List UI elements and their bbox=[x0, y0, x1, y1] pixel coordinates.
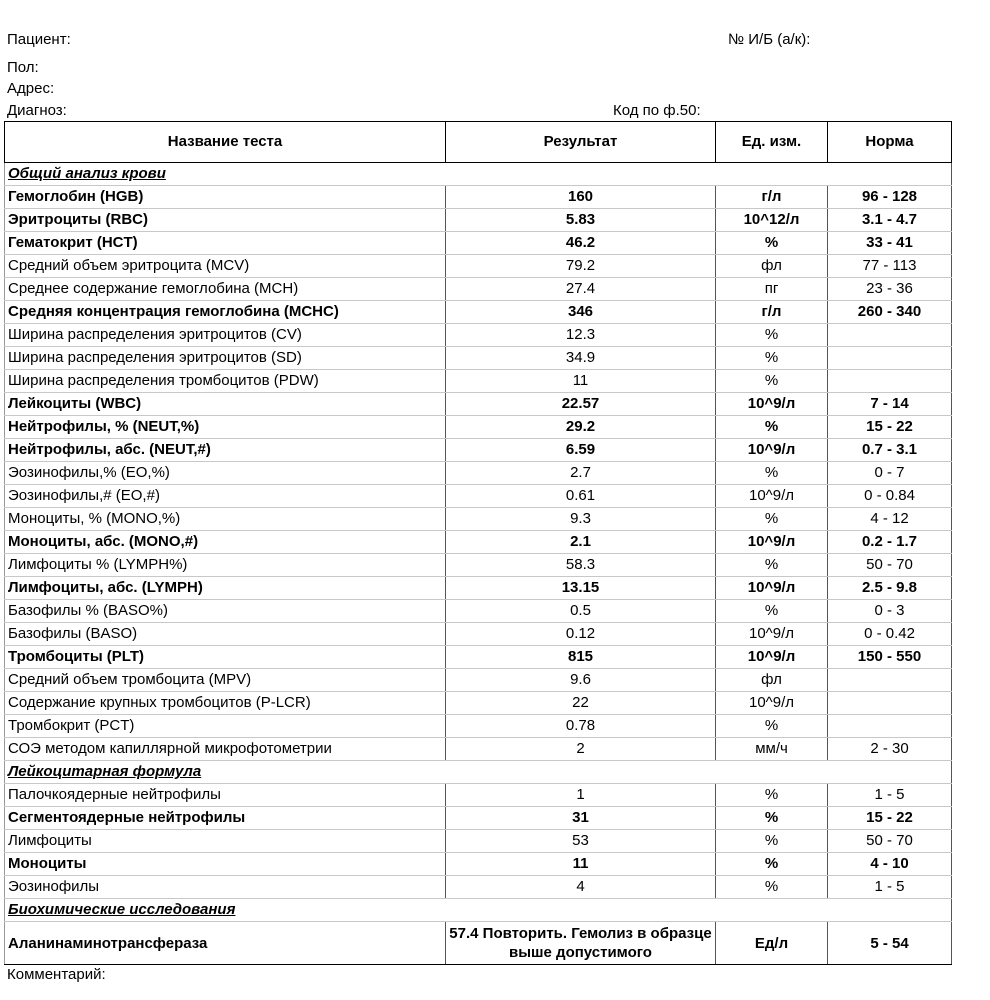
result-cell: 346 bbox=[446, 301, 716, 324]
table-row bbox=[5, 577, 952, 600]
result-cell: 9.6 bbox=[446, 669, 716, 692]
norm-cell bbox=[828, 370, 952, 393]
table-row bbox=[5, 876, 952, 899]
test-name-cell: Аланинаминотрансфераза bbox=[5, 922, 446, 965]
test-name-cell: Гематокрит (HCT) bbox=[5, 232, 446, 255]
table-row bbox=[5, 209, 952, 232]
test-name-cell: Лейкоциты (WBC) bbox=[5, 393, 446, 416]
unit-cell: % bbox=[716, 784, 828, 807]
section-heading: Биохимические исследования bbox=[5, 899, 952, 922]
result-cell: 6.59 bbox=[446, 439, 716, 462]
test-name-cell: Средний объем эритроцита (MCV) bbox=[5, 255, 446, 278]
test-name-cell: Моноциты, абс. (MONO,#) bbox=[5, 531, 446, 554]
test-name-cell: Моноциты bbox=[5, 853, 446, 876]
norm-cell: 2.5 - 9.8 bbox=[828, 577, 952, 600]
table-row bbox=[5, 830, 952, 853]
norm-cell: 150 - 550 bbox=[828, 646, 952, 669]
test-name-cell: Тромбокрит (PCT) bbox=[5, 715, 446, 738]
table-row bbox=[5, 715, 952, 738]
form50-code-label: Код по ф.50: bbox=[613, 102, 701, 119]
test-name-cell: Базофилы % (BASO%) bbox=[5, 600, 446, 623]
section-heading-row bbox=[5, 899, 952, 922]
norm-cell: 2 - 30 bbox=[828, 738, 952, 761]
column-header-unit: Ед. изм. bbox=[716, 122, 828, 163]
norm-cell: 33 - 41 bbox=[828, 232, 952, 255]
norm-cell: 23 - 36 bbox=[828, 278, 952, 301]
test-name-cell: Сегментоядерные нейтрофилы bbox=[5, 807, 446, 830]
test-name-cell: Лимфоциты % (LYMPH%) bbox=[5, 554, 446, 577]
norm-cell: 5 - 54 bbox=[828, 922, 952, 965]
test-name-cell: Базофилы (BASO) bbox=[5, 623, 446, 646]
result-cell: 5.83 bbox=[446, 209, 716, 232]
test-name-cell: Тромбоциты (PLT) bbox=[5, 646, 446, 669]
result-cell: 0.61 bbox=[446, 485, 716, 508]
norm-cell: 4 - 12 bbox=[828, 508, 952, 531]
section-heading-row bbox=[5, 163, 952, 186]
norm-cell bbox=[828, 669, 952, 692]
result-cell: 160 bbox=[446, 186, 716, 209]
result-cell: 13.15 bbox=[446, 577, 716, 600]
column-header-test: Название теста bbox=[5, 122, 446, 163]
test-name-cell: Палочкоядерные нейтрофилы bbox=[5, 784, 446, 807]
table-row bbox=[5, 255, 952, 278]
norm-cell bbox=[828, 347, 952, 370]
result-cell: 31 bbox=[446, 807, 716, 830]
norm-cell: 77 - 113 bbox=[828, 255, 952, 278]
lab-results-table bbox=[4, 121, 952, 965]
result-cell: 79.2 bbox=[446, 255, 716, 278]
norm-cell: 4 - 10 bbox=[828, 853, 952, 876]
table-row bbox=[5, 531, 952, 554]
test-name-cell: Лимфоциты, абс. (LYMPH) bbox=[5, 577, 446, 600]
unit-cell: % bbox=[716, 876, 828, 899]
unit-cell: % bbox=[716, 347, 828, 370]
norm-cell: 50 - 70 bbox=[828, 830, 952, 853]
table-row bbox=[5, 370, 952, 393]
norm-cell: 96 - 128 bbox=[828, 186, 952, 209]
norm-cell: 0 - 0.42 bbox=[828, 623, 952, 646]
test-name-cell: Ширина распределения эритроцитов (SD) bbox=[5, 347, 446, 370]
unit-cell: г/л bbox=[716, 186, 828, 209]
norm-cell bbox=[828, 715, 952, 738]
unit-cell: % bbox=[716, 853, 828, 876]
table-row bbox=[5, 324, 952, 347]
address-label: Адрес: bbox=[7, 80, 55, 97]
unit-cell: % bbox=[716, 462, 828, 485]
norm-cell: 1 - 5 bbox=[828, 876, 952, 899]
norm-cell: 0.2 - 1.7 bbox=[828, 531, 952, 554]
table-row bbox=[5, 439, 952, 462]
table-row bbox=[5, 347, 952, 370]
patient-label: Пациент: bbox=[7, 31, 71, 48]
result-cell: 58.3 bbox=[446, 554, 716, 577]
unit-cell: 10^9/л bbox=[716, 577, 828, 600]
table-header-row bbox=[5, 122, 952, 163]
table-row bbox=[5, 738, 952, 761]
test-name-cell: СОЭ методом капиллярной микрофотометрии bbox=[5, 738, 446, 761]
norm-cell: 0.7 - 3.1 bbox=[828, 439, 952, 462]
norm-cell: 1 - 5 bbox=[828, 784, 952, 807]
unit-cell: 10^9/л bbox=[716, 439, 828, 462]
diagnosis-label: Диагноз: bbox=[7, 102, 67, 119]
column-header-result: Результат bbox=[446, 122, 716, 163]
table-row bbox=[5, 784, 952, 807]
unit-cell: % bbox=[716, 807, 828, 830]
result-cell: 22 bbox=[446, 692, 716, 715]
norm-cell: 7 - 14 bbox=[828, 393, 952, 416]
table-row bbox=[5, 508, 952, 531]
result-cell: 34.9 bbox=[446, 347, 716, 370]
test-name-cell: Ширина распределения эритроцитов (CV) bbox=[5, 324, 446, 347]
unit-cell: 10^9/л bbox=[716, 531, 828, 554]
unit-cell: пг bbox=[716, 278, 828, 301]
table-row bbox=[5, 186, 952, 209]
unit-cell: % bbox=[716, 508, 828, 531]
result-cell: 1 bbox=[446, 784, 716, 807]
table-row bbox=[5, 232, 952, 255]
unit-cell: % bbox=[716, 715, 828, 738]
norm-cell bbox=[828, 324, 952, 347]
test-name-cell: Содержание крупных тромбоцитов (P-LCR) bbox=[5, 692, 446, 715]
unit-cell: % bbox=[716, 830, 828, 853]
table-row bbox=[5, 485, 952, 508]
table-row bbox=[5, 416, 952, 439]
result-cell: 2 bbox=[446, 738, 716, 761]
result-cell: 57.4 Повторить. Гемолиз в образце выше допустимого bbox=[446, 922, 716, 965]
sex-label: Пол: bbox=[7, 59, 39, 76]
unit-cell: фл bbox=[716, 255, 828, 278]
norm-cell: 0 - 0.84 bbox=[828, 485, 952, 508]
norm-cell: 260 - 340 bbox=[828, 301, 952, 324]
table-row bbox=[5, 600, 952, 623]
section-heading-row bbox=[5, 761, 952, 784]
unit-cell: 10^9/л bbox=[716, 623, 828, 646]
result-cell: 2.1 bbox=[446, 531, 716, 554]
test-name-cell: Моноциты, % (MONO,%) bbox=[5, 508, 446, 531]
norm-cell: 50 - 70 bbox=[828, 554, 952, 577]
norm-cell: 15 - 22 bbox=[828, 416, 952, 439]
test-name-cell: Гемоглобин (HGB) bbox=[5, 186, 446, 209]
unit-cell: % bbox=[716, 370, 828, 393]
test-name-cell: Эозинофилы,% (EO,%) bbox=[5, 462, 446, 485]
test-name-cell: Нейтрофилы, % (NEUT,%) bbox=[5, 416, 446, 439]
test-name-cell: Эозинофилы bbox=[5, 876, 446, 899]
table-row bbox=[5, 278, 952, 301]
table-row bbox=[5, 853, 952, 876]
norm-cell: 0 - 7 bbox=[828, 462, 952, 485]
unit-cell: % bbox=[716, 324, 828, 347]
result-cell: 53 bbox=[446, 830, 716, 853]
unit-cell: фл bbox=[716, 669, 828, 692]
result-cell: 0.5 bbox=[446, 600, 716, 623]
unit-cell: 10^9/л bbox=[716, 692, 828, 715]
unit-cell: мм/ч bbox=[716, 738, 828, 761]
table-row bbox=[5, 393, 952, 416]
unit-cell: % bbox=[716, 554, 828, 577]
column-header-norm: Норма bbox=[828, 122, 952, 163]
table-row bbox=[5, 554, 952, 577]
record-number-label: № И/Б (а/к): bbox=[728, 31, 811, 48]
unit-cell: % bbox=[716, 232, 828, 255]
unit-cell: 10^9/л bbox=[716, 646, 828, 669]
test-name-cell: Ширина распределения тромбоцитов (PDW) bbox=[5, 370, 446, 393]
result-cell: 0.12 bbox=[446, 623, 716, 646]
result-cell: 0.78 bbox=[446, 715, 716, 738]
result-cell: 2.7 bbox=[446, 462, 716, 485]
result-cell: 22.57 bbox=[446, 393, 716, 416]
result-cell: 815 bbox=[446, 646, 716, 669]
test-name-cell: Нейтрофилы, абс. (NEUT,#) bbox=[5, 439, 446, 462]
result-cell: 4 bbox=[446, 876, 716, 899]
table-row bbox=[5, 462, 952, 485]
test-name-cell: Эритроциты (RBC) bbox=[5, 209, 446, 232]
table-row bbox=[5, 922, 952, 965]
section-heading: Лейкоцитарная формула bbox=[5, 761, 952, 784]
table-row bbox=[5, 646, 952, 669]
result-cell: 27.4 bbox=[446, 278, 716, 301]
unit-cell: 10^9/л bbox=[716, 485, 828, 508]
result-cell: 12.3 bbox=[446, 324, 716, 347]
test-name-cell: Средний объем тромбоцита (MPV) bbox=[5, 669, 446, 692]
result-cell: 11 bbox=[446, 853, 716, 876]
unit-cell: Ед/л bbox=[716, 922, 828, 965]
table-row bbox=[5, 807, 952, 830]
table-row bbox=[5, 669, 952, 692]
table-row bbox=[5, 692, 952, 715]
comment-label: Комментарий: bbox=[7, 966, 106, 983]
test-name-cell: Эозинофилы,# (EO,#) bbox=[5, 485, 446, 508]
table-row bbox=[5, 623, 952, 646]
test-name-cell: Средняя концентрация гемоглобина (MCHC) bbox=[5, 301, 446, 324]
result-cell: 11 bbox=[446, 370, 716, 393]
norm-cell bbox=[828, 692, 952, 715]
norm-cell: 15 - 22 bbox=[828, 807, 952, 830]
result-cell: 46.2 bbox=[446, 232, 716, 255]
norm-cell: 0 - 3 bbox=[828, 600, 952, 623]
test-name-cell: Среднее содержание гемоглобина (MCH) bbox=[5, 278, 446, 301]
table-body bbox=[5, 163, 952, 965]
result-cell: 29.2 bbox=[446, 416, 716, 439]
result-cell: 9.3 bbox=[446, 508, 716, 531]
unit-cell: % bbox=[716, 600, 828, 623]
unit-cell: % bbox=[716, 416, 828, 439]
unit-cell: 10^12/л bbox=[716, 209, 828, 232]
table-row bbox=[5, 301, 952, 324]
norm-cell: 3.1 - 4.7 bbox=[828, 209, 952, 232]
unit-cell: 10^9/л bbox=[716, 393, 828, 416]
test-name-cell: Лимфоциты bbox=[5, 830, 446, 853]
section-heading: Общий анализ крови bbox=[5, 163, 952, 186]
unit-cell: г/л bbox=[716, 301, 828, 324]
